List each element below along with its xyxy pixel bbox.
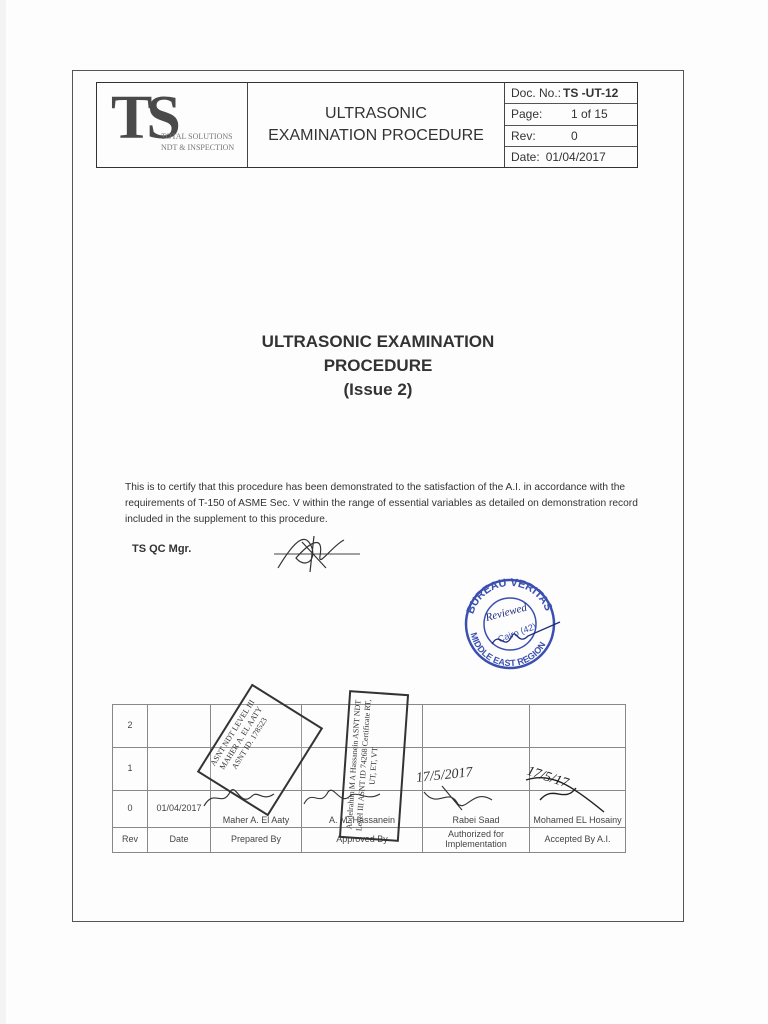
logo-subtitle-line2: NDT & INSPECTION xyxy=(161,143,235,152)
prepared-stamp-text: ASNT NDT LEVEL III MAHER A. EL AATY ASNT ID. 178523 xyxy=(208,698,269,772)
document-header xyxy=(96,82,638,168)
document-meta xyxy=(505,83,637,167)
date-row xyxy=(505,147,637,167)
authorization-date: 17/5/2017 xyxy=(415,765,474,786)
header-title-line2: EXAMINATION PROCEDURE xyxy=(268,127,484,144)
procedure-issue: (Issue 2) xyxy=(343,380,413,399)
date-label: Date: xyxy=(511,149,540,164)
rev-label: Rev: xyxy=(511,128,536,143)
ai-acceptance-date: 17/5/17 xyxy=(524,763,571,792)
approved-stamp-text: Abdelrahim M A Hassanein ASNT NDT Level III ASNT ID 74268 Certificate RT, UT, ET, VT xyxy=(344,699,380,832)
rev-row xyxy=(505,126,637,147)
stamp-text-bottom: MIDDLE EAST REGION xyxy=(468,631,548,669)
date-cell: 01/04/2017 xyxy=(148,791,211,828)
header-rev: Rev xyxy=(113,828,148,853)
approved-cell: A. M. Hassanein xyxy=(302,791,423,828)
rev-cell: 0 xyxy=(113,791,148,828)
logo-subtitle-line1: TOTAL SOLUTIONS xyxy=(161,132,233,141)
prepared-cell: Maher A. El Aaty xyxy=(211,791,302,828)
certification-statement: This is to certify that this procedure has been demonstrated to the satisfaction of the A.I. in accordance with the requirements of T-150 of ASME Sec. V within the range of essential variables as detailed on demonstration record included in the supplement to this procedure. xyxy=(125,482,638,525)
rev-cell: 2 xyxy=(113,705,148,748)
rev-cell: 1 xyxy=(113,748,148,791)
rev-value: 0 xyxy=(571,128,578,143)
header-authorized: Authorized for Implementation xyxy=(423,828,530,853)
bureau-veritas-stamp xyxy=(456,576,568,672)
header-approved: Approved By xyxy=(302,828,423,853)
logo-subtitle xyxy=(161,131,234,153)
date-cell xyxy=(148,705,211,748)
accepted-cell: Mohamed EL Hosainy xyxy=(530,791,626,828)
page-row xyxy=(505,104,637,125)
page-value: 1 of 15 xyxy=(571,107,608,122)
doc-no-label: Doc. No.: xyxy=(511,86,562,101)
qc-manager-label: TS QC Mgr. xyxy=(132,543,192,555)
procedure-title xyxy=(72,330,684,402)
authorized-cell: Rabei Saad xyxy=(423,791,530,828)
qc-signature xyxy=(266,528,366,576)
stamp-text-top: BUREAU VERITAS xyxy=(464,576,555,616)
company-logo xyxy=(97,83,248,167)
procedure-title-line2: PROCEDURE xyxy=(323,356,433,375)
header-title xyxy=(248,83,505,167)
date-value: 01/04/2017 xyxy=(545,149,606,164)
logo-mark: TS xyxy=(111,84,175,152)
stamp-handwriting: Reviewed xyxy=(484,601,529,625)
doc-no-row xyxy=(505,83,637,104)
header-date: Date xyxy=(148,828,211,853)
page-label: Page: xyxy=(511,107,543,122)
procedure-title-line1: ULTRASONIC EXAMINATION xyxy=(261,332,495,351)
authorized-cell xyxy=(423,748,530,791)
accepted-cell xyxy=(530,748,626,791)
stamp-text-mid: Cairo (42) xyxy=(496,621,538,645)
header-accepted: Accepted By A.I. xyxy=(530,828,626,853)
authorized-cell xyxy=(423,705,530,748)
approved-by-stamp xyxy=(339,690,409,842)
header-title-line1: ULTRASONIC xyxy=(325,105,427,122)
accepted-cell xyxy=(530,705,626,748)
doc-no-value: TS -UT-12 xyxy=(563,86,619,101)
header-prepared: Prepared By xyxy=(211,828,302,853)
